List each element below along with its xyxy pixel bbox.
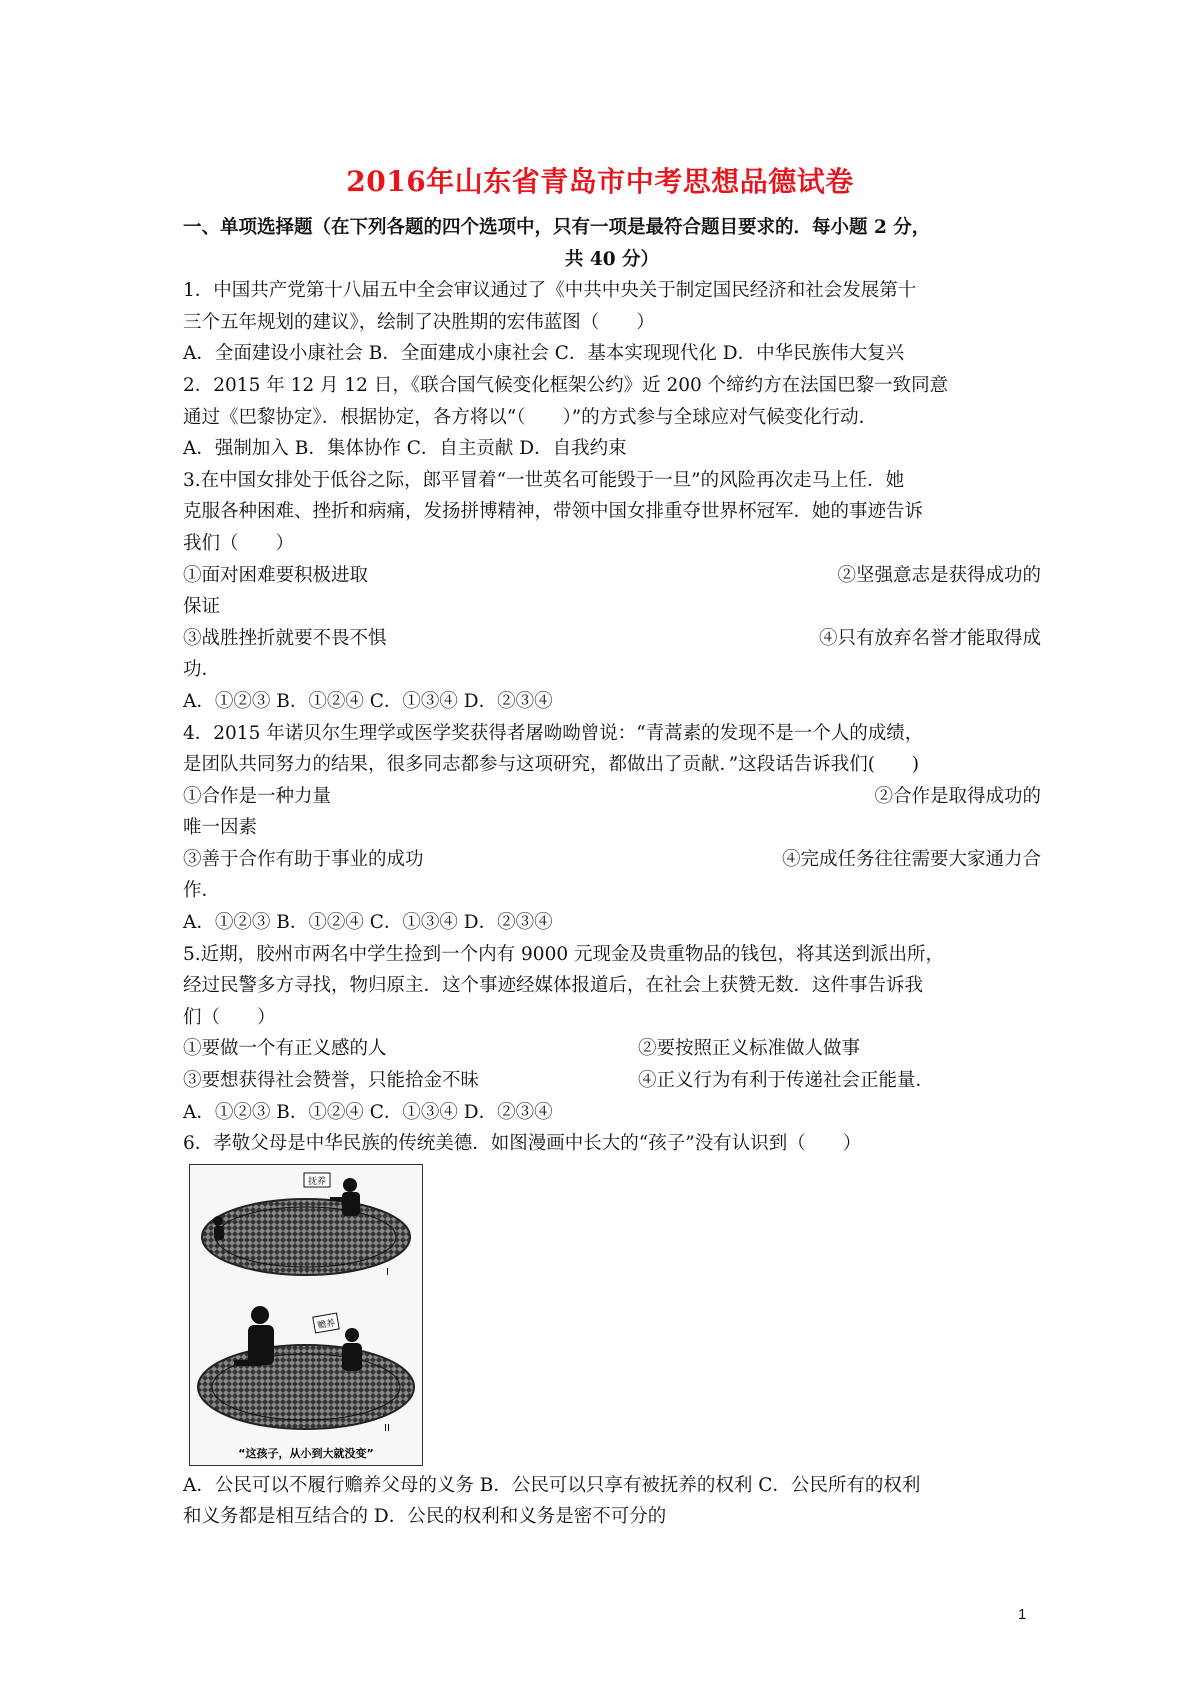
q3-statements-row1	[183, 560, 1041, 592]
q5-statements-row1	[183, 1033, 1041, 1065]
q4-stem-line2: 是团队共同努力的结果，很多同志都参与这项研究，都做出了贡献．”这段话告诉我们( )	[183, 754, 920, 776]
q2-stem-line2: 通过《巴黎协定》．根据协定，各方将以“（ ）”的方式参与全球应对气候变化行动．	[183, 406, 878, 428]
q5-stem-line2: 经过民警多方寻找，物归原主．这个事迹经媒体报道后，在社会上获赞无数．这件事告诉我	[183, 975, 924, 997]
mat-top	[202, 1199, 410, 1275]
q3-stem-line2: 克服各种困难、挫折和病痛，发扬拼博精神，带领中国女排重夺世界杯冠军．她的事迹告诉	[183, 501, 924, 523]
exam-body	[183, 212, 1041, 1533]
child-figure-top	[213, 1216, 224, 1240]
q3-statement-4-wrap: 功．	[183, 659, 221, 681]
q5-stem-line3: 们（ ）	[183, 1006, 276, 1028]
section-heading-line1: 一、单项选择题（在下列各题的四个选项中，只有一项是最符合题目要求的．每小题 2 分，	[183, 217, 931, 238]
q3-stem-line1: 3.在中国女排处于低谷之际，郎平冒着“一世英名可能毁于一旦”的风险再次走马上任．她	[183, 469, 905, 491]
q4-statements-row2	[183, 844, 1041, 876]
svg-text:I: I	[386, 1266, 389, 1278]
q5-options: A．①②③ B．①②④ C．①③④ D．②③④	[183, 1101, 553, 1123]
parent-figure-bottom	[342, 1328, 362, 1371]
cartoon-drawing	[190, 1165, 422, 1465]
q5-statement-3: ③要想获得社会赞誉，只能拾金不昧	[183, 1070, 480, 1092]
page-number: 1	[1018, 1606, 1027, 1623]
q5-stem-line1: 5.近期，胶州市两名中学生捡到一个内有 9000 元现金及贵重物品的钱包，将其送到派出所，	[183, 943, 944, 965]
svg-text:II: II	[384, 1422, 390, 1434]
q4-statement-4: ④完成任务往往需要大家通力合	[781, 848, 1041, 870]
q4-statement-2: ②合作是取得成功的	[874, 785, 1041, 807]
q2-stem-line1: 2．2015 年 12 月 12 日，《联合国气候变化框架公约》近 200 个缔约方在法国巴黎一致同意	[183, 374, 949, 396]
q6-stem-line1: 6．孝敬父母是中华民族的传统美德．如图漫画中长大的“孩子”没有认识到（ ）	[183, 1133, 862, 1155]
sign-top-label: 抚养	[307, 1176, 327, 1187]
q4-statement-1: ①合作是一种力量	[183, 785, 332, 807]
q5-statements-row2	[183, 1065, 1041, 1097]
q5-statement-2: ②要按照正义标准做人做事	[638, 1038, 861, 1060]
q5-statement-1: ①要做一个有正义感的人	[183, 1038, 387, 1060]
cartoon-caption: “这孩子，从小到大就没变”	[238, 1446, 374, 1460]
q6-options-line1: A．公民可以不履行赡养父母的义务 B．公民可以只享有被抚养的权利 C．公民所有的权利	[183, 1474, 921, 1496]
q3-options: A．①②③ B．①②④ C．①③④ D．②③④	[183, 690, 553, 712]
q3-statement-3: ③战胜挫折就要不畏不惧	[183, 627, 387, 649]
q1-options: A．全面建设小康社会 B．全面建成小康社会 C．基本实现现代化 D．中华民族伟大复兴	[183, 343, 905, 365]
sign-bottom-label: 赡养	[316, 1318, 337, 1332]
q4-options: A．①②③ B．①②④ C．①③④ D．②③④	[183, 912, 553, 934]
q1-stem-line1: 1．中国共产党第十八届五中全会审议通过了《中共中央关于制定国民经济和社会发展第十	[183, 280, 917, 302]
q3-statement-4: ④只有放弃名誉才能取得成	[818, 627, 1041, 649]
q4-statement-2-wrap: 唯一因素	[183, 817, 258, 839]
q3-statement-1: ①面对困难要积极进取	[183, 564, 369, 586]
exam-title: 2016年山东省青岛市中考思想品德试卷	[346, 165, 854, 198]
section-heading-line2: 共 40 分）	[564, 248, 660, 270]
q2-options: A．强制加入 B．集体协作 C．自主贡献 D．自我约束	[183, 438, 627, 460]
q4-stem-line1: 4．2015 年诺贝尔生理学或医学奖获得者屠呦呦曾说：“青蒿素的发现不是一个人的成绩，	[183, 722, 924, 744]
q3-statements-row2	[183, 623, 1041, 655]
q4-statements-row1	[183, 781, 1041, 813]
q3-statement-2: ②坚强意志是获得成功的	[837, 564, 1041, 586]
mat-bottom	[198, 1345, 414, 1429]
q3-statement-2-wrap: 保证	[183, 596, 221, 618]
q3-stem-line3: 我们（ ）	[183, 532, 295, 554]
q1-stem-line2: 三个五年规划的建议》，绘制了决胜期的宏伟蓝图（ ）	[183, 311, 655, 333]
q4-statement-3: ③善于合作有助于事业的成功	[183, 848, 424, 870]
q6-options-line2: 和义务都是相互结合的 D．公民的权利和义务是密不可分的	[183, 1506, 667, 1528]
q5-statement-4: ④正义行为有利于传递社会正能量．	[638, 1070, 935, 1092]
q6-cartoon	[189, 1164, 423, 1466]
q4-statement-4-wrap: 作．	[183, 880, 221, 902]
